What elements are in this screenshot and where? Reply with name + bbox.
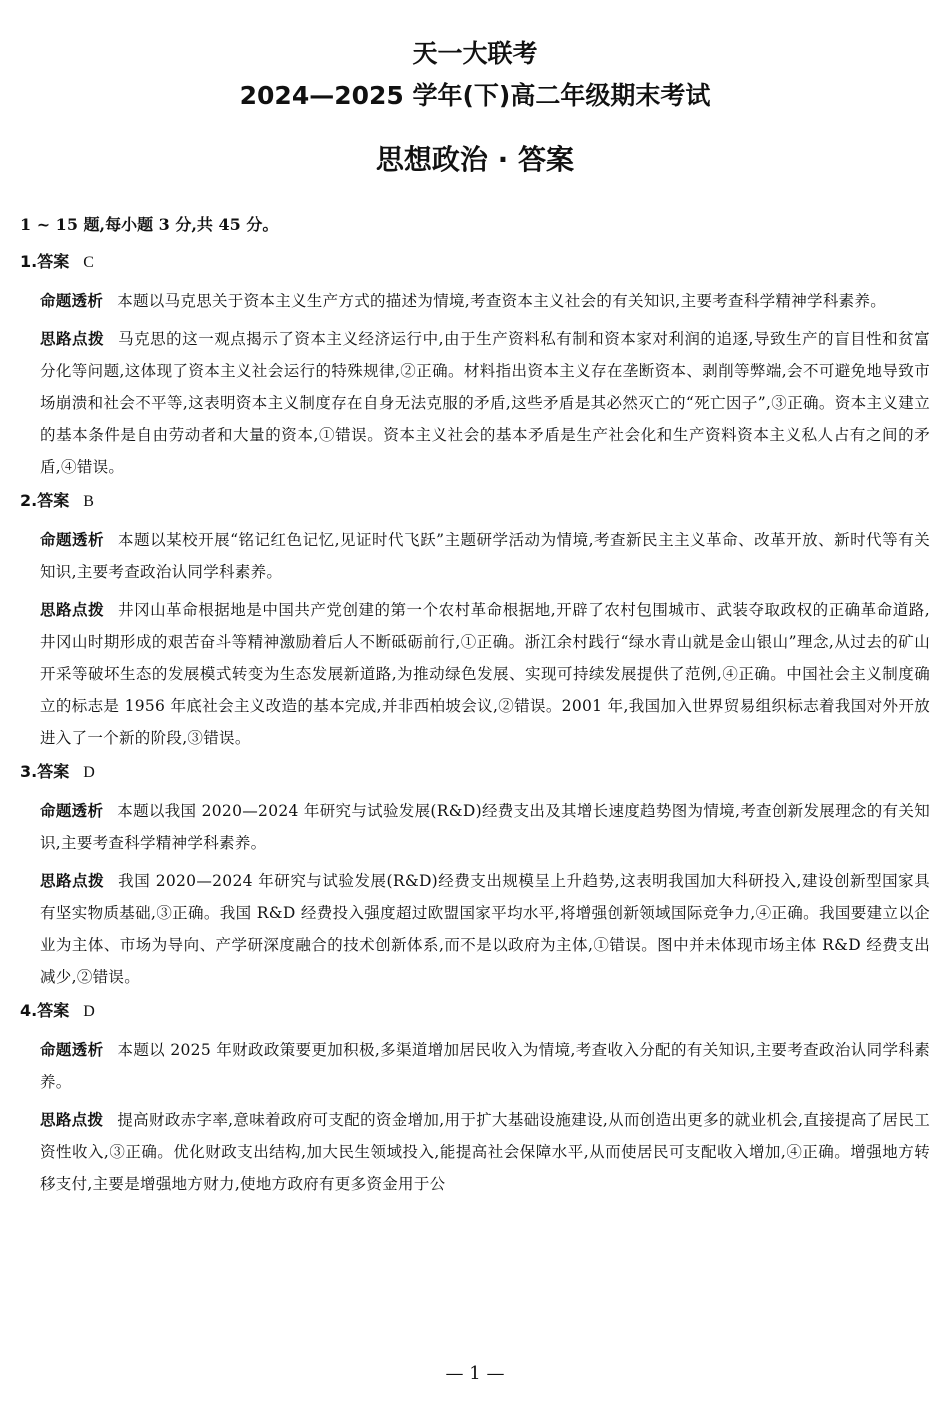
analysis-label: 命题透析: [40, 802, 104, 820]
hint-label: 思路点拨: [40, 1111, 104, 1129]
analysis-text: 本题以我国 2020—2024 年研究与试验发展(R&D)经费支出及其增长速度趋势图为情境,考查创新发展理念的有关知识,主要考查科学精神学科素养。: [40, 802, 930, 852]
analysis-text: 本题以马克思关于资本主义生产方式的描述为情境,考查资本主义社会的有关知识,主要考查科学精神学科素养。: [117, 292, 887, 310]
hint-label: 思路点拨: [40, 330, 105, 348]
analysis-text: 本题以 2025 年财政政策要更加积极,多渠道增加居民收入为情境,考查收入分配的有关知识,主要考查政治认同学科素养。: [40, 1041, 930, 1091]
question-item: [20, 760, 930, 993]
analysis-text: 本题以某校开展“铭记红色记忆,见证时代飞跃”主题研学活动为情境,考查新民主主义革命、改革开放、新时代等有关知识,主要考查政治认同学科素养。: [40, 531, 931, 581]
analysis-paragraph: [40, 524, 930, 588]
question-header: [20, 999, 930, 1024]
exam-title: 2024—2025 学年(下)高二年级期末考试: [239, 81, 711, 110]
question-number: 1.: [20, 252, 38, 271]
scoring-intro: 1 ~ 15 题,每小题 3 分,共 45 分。: [20, 215, 279, 234]
hint-text: 马克思的这一观点揭示了资本主义经济运行中,由于生产资料私有制和资本家对利润的追逐,导致生产的盲目性和贫富分化等问题,这体现了资本主义社会运行的特殊规律,②正确。材料指出资本主义存在垄断资本、剥削等弊端,会不可避免地导致市场崩溃和社会不平等,这表明资本主义制度存在自身无法克服的矛盾,这些矛盾是其必然灭亡的“死亡因子”,③正确。资本主义建立的基本条件是自由劳动者和大量的资本,①错误。资本主义社会的基本矛盾是生产社会化和生产资料资本主义私人占有之间的矛盾,④错误。: [40, 330, 930, 476]
hint-text: 井冈山革命根据地是中国共产党创建的第一个农村革命根据地,开辟了农村包围城市、武装夺取政权的正确革命道路,井冈山时期形成的艰苦奋斗等精神激励着后人不断砥砺前行,①正确。浙江余村践行“绿水青山就是金山银山”理念,从过去的矿山开采等破坏生态的发展模式转变为生态发展新道路,为推动绿色发展、实现可持续发展提供了范例,④正确。中国社会主义制度确立的标志是 1956 年底社会主义改造的基本完成,并非西柏坡会议,②错误。2001 年,我国加入世界贸易组织标志着我国对外开放进入了一个新的阶段,③错误。: [40, 601, 930, 747]
org-title: 天一大联考: [412, 39, 538, 68]
hint-label: 思路点拨: [40, 872, 105, 890]
answer-value: D: [83, 764, 95, 781]
answer-value: B: [83, 493, 94, 510]
answer-label: 答案: [37, 252, 70, 271]
question-number: 4.: [20, 1001, 38, 1020]
answer-value: D: [83, 1003, 95, 1020]
analysis-paragraph: [40, 1034, 930, 1098]
question-item: [20, 250, 930, 483]
analysis-label: 命题透析: [40, 531, 105, 549]
hint-text: 提高财政赤字率,意味着政府可支配的资金增加,用于扩大基础设施建设,从而创造出更多的就业机会,直接提高了居民工资性收入,③正确。优化财政支出结构,加大民生领域投入,能提高社会保障水平,从而使居民可支配收入增加,④正确。增强地方转移支付,主要是增强地方财力,使地方政府有更多资金用于公: [40, 1111, 930, 1193]
answer-label: 答案: [37, 762, 70, 781]
analysis-label: 命题透析: [40, 292, 104, 310]
hint-paragraph: [40, 1104, 930, 1200]
subject-title: 思想政治 · 答案: [375, 143, 575, 176]
question-header: [20, 250, 930, 275]
analysis-paragraph: [40, 285, 930, 317]
analysis-label: 命题透析: [40, 1041, 104, 1059]
answer-label: 答案: [37, 1001, 70, 1020]
question-item: [20, 999, 930, 1200]
answer-label: 答案: [37, 491, 70, 510]
answer-value: C: [83, 254, 94, 271]
question-number: 3.: [20, 762, 38, 781]
question-item: [20, 489, 930, 754]
hint-label: 思路点拨: [40, 601, 105, 619]
hint-paragraph: [40, 323, 930, 483]
hint-text: 我国 2020—2024 年研究与试验发展(R&D)经费支出规模呈上升趋势,这表明我国加大科研投入,建设创新型国家具有坚实物质基础,③正确。我国 R&D 经费投入强度超过欧盟国家平均水平,将增强创新领域国际竞争力,④正确。我国要建立以企业为主体、市场为导向、产学研深度融合的技术创新体系,而不是以政府为主体,①错误。图中并未体现市场主体 R&D 经费支出减少,②错误。: [40, 872, 931, 986]
question-number: 2.: [20, 491, 38, 510]
question-header: [20, 489, 930, 514]
question-header: [20, 760, 930, 785]
hint-paragraph: [40, 865, 930, 993]
hint-paragraph: [40, 594, 930, 754]
answer-list: [20, 250, 930, 1206]
analysis-paragraph: [40, 795, 930, 859]
page-number: — 1 —: [445, 1363, 505, 1384]
